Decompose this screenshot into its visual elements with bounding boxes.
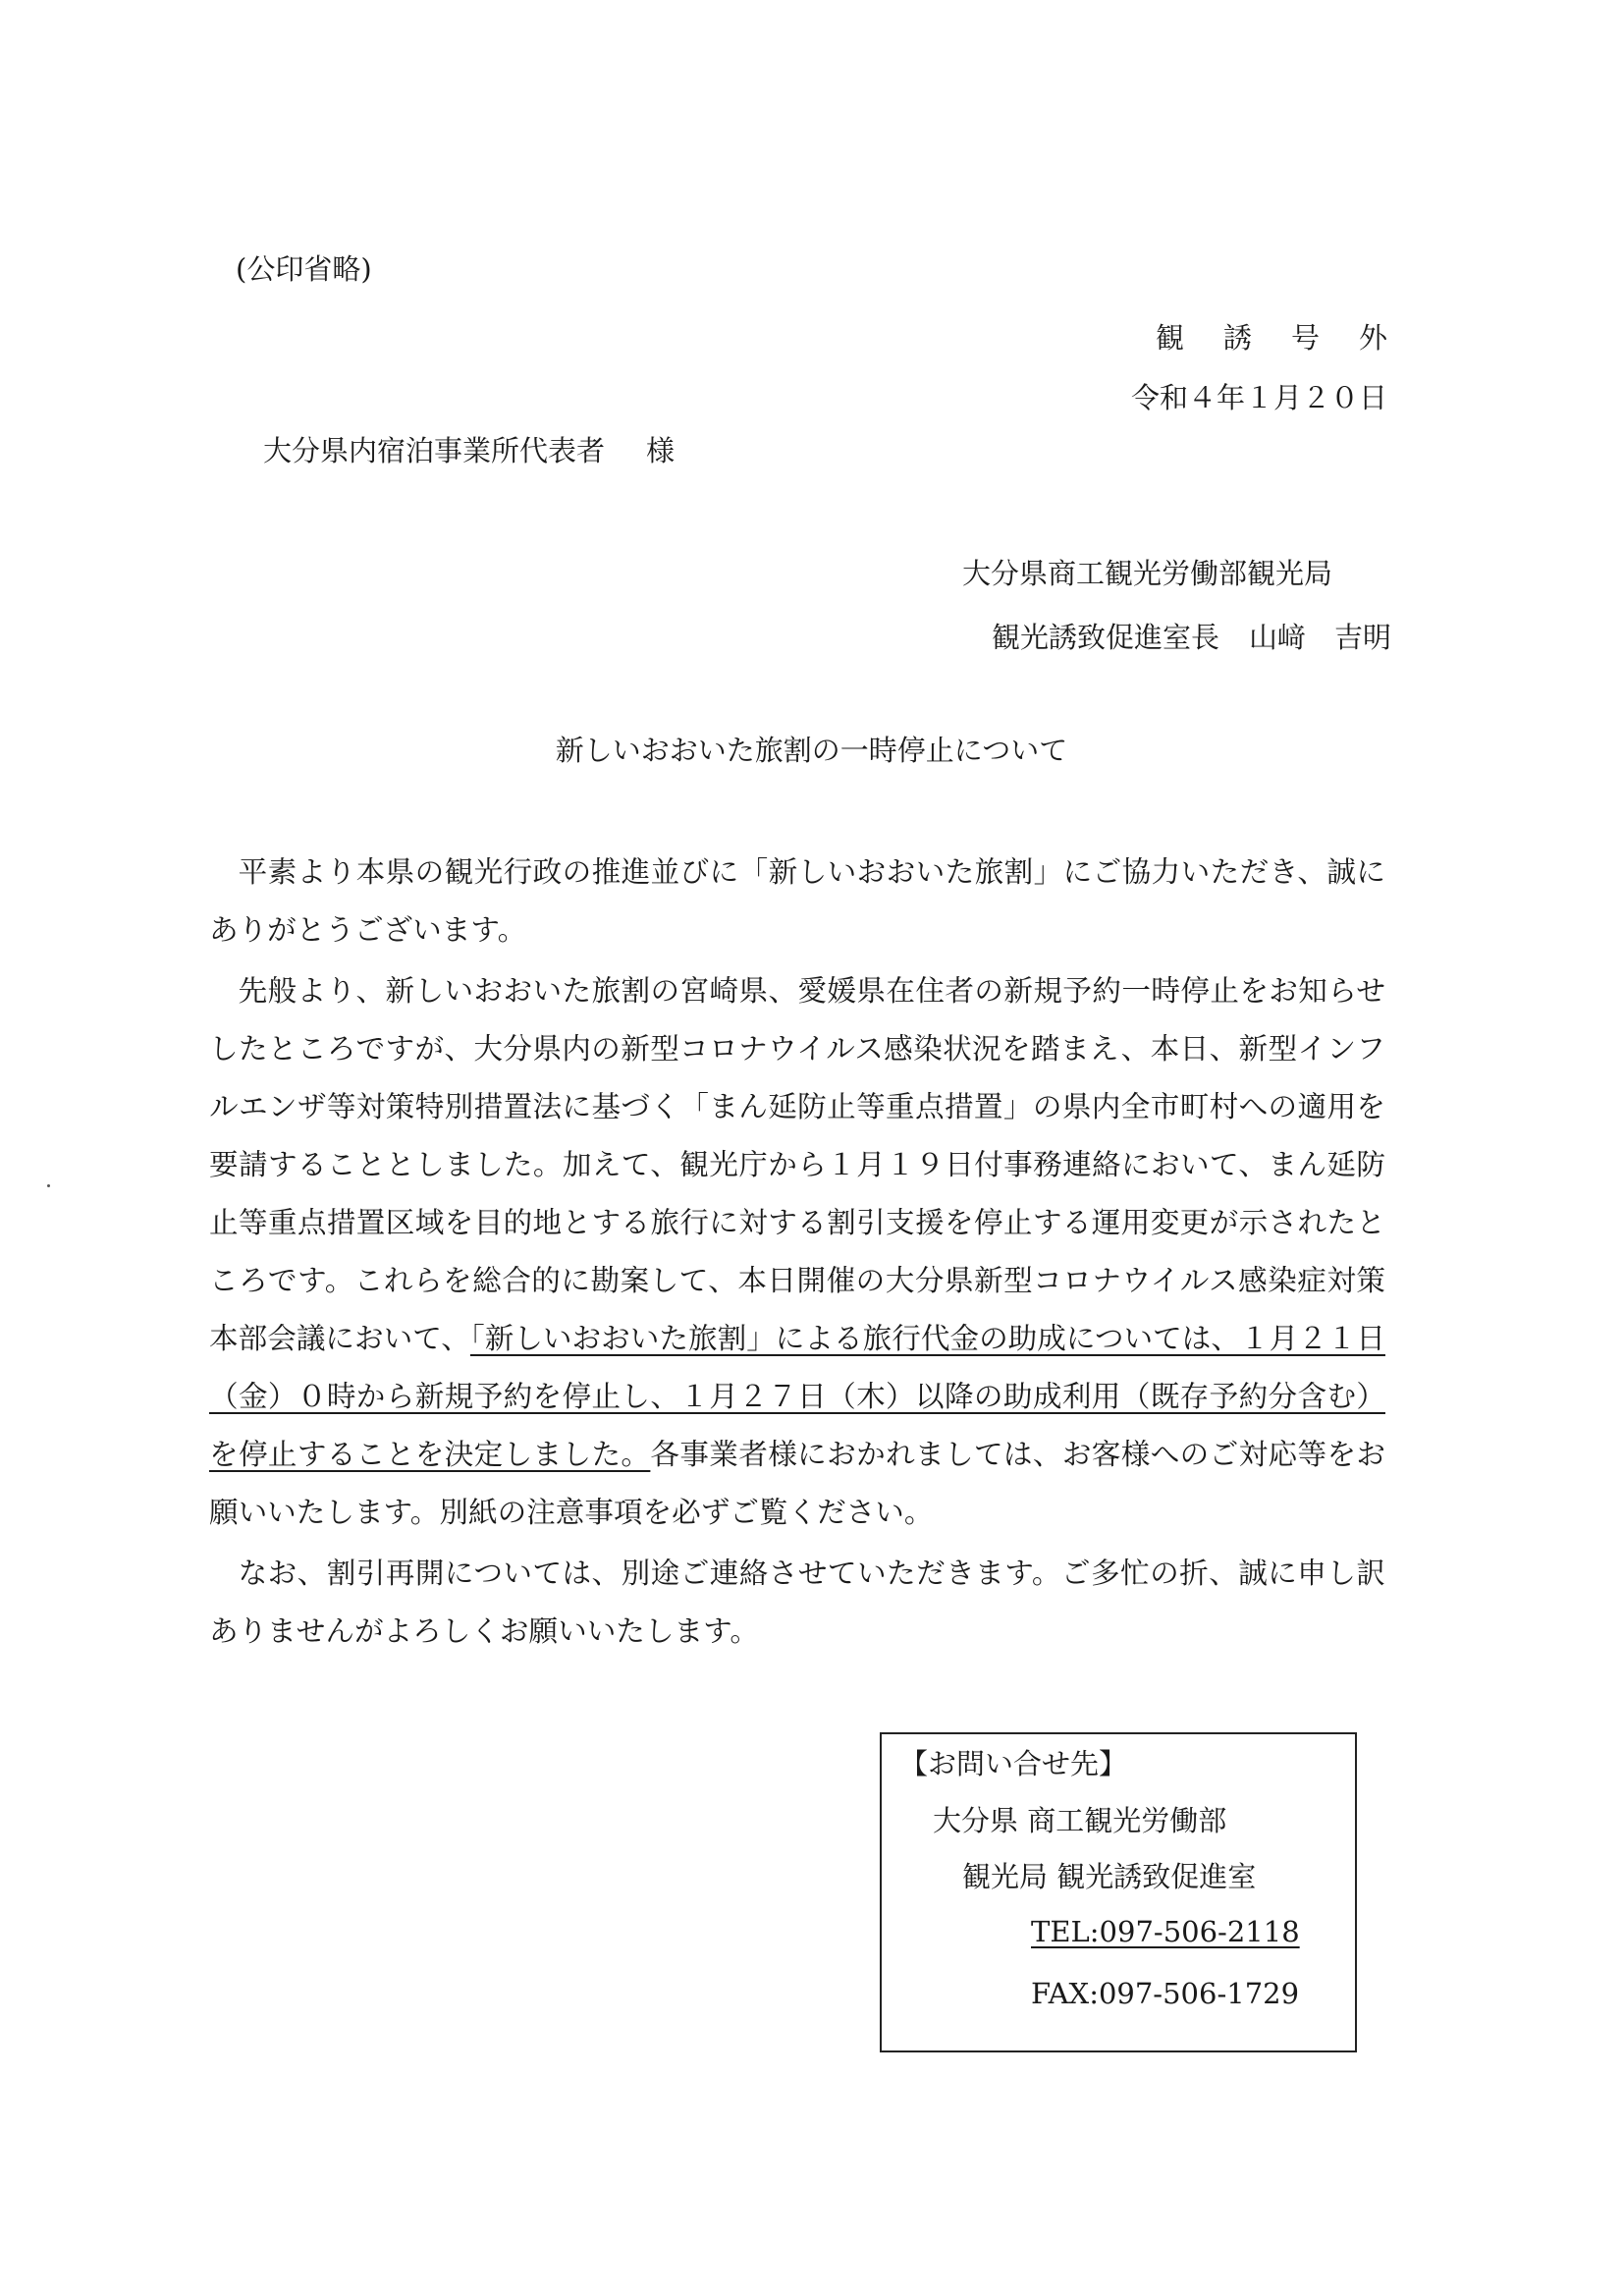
body-paragraph-2-decision: 「新しいおおいた旅割」による旅行代金の助成については、１月２１日（金）０時から新規予約を停止し、１月２７日（木）以降の助成利用（既存予約分含む）を停止することを決定しました。 bbox=[209, 1322, 1385, 1471]
contact-fax: FAX:097-506-1729 bbox=[1031, 1977, 1300, 2010]
sender-organization: 大分県商工観光労働部観光局 bbox=[962, 557, 1333, 590]
seal-omitted-note: (公印省略) bbox=[236, 252, 372, 286]
body-paragraph-2 bbox=[209, 962, 1385, 1542]
document-number: 観誘号外 bbox=[1155, 321, 1427, 355]
contact-tel: TEL:097-506-2118 bbox=[1031, 1915, 1300, 1948]
scan-speck bbox=[47, 1184, 50, 1187]
document-subject: 新しいおおいた旅割の一時停止について bbox=[555, 734, 1068, 767]
document-body bbox=[209, 844, 1385, 1664]
contact-office: 観光局 観光誘致促進室 bbox=[962, 1860, 1257, 1893]
contact-title: 【お問い合せ先】 bbox=[899, 1747, 1128, 1780]
sender-person: 山﨑 吉明 bbox=[1249, 621, 1392, 654]
addressee-name: 大分県内宿泊事業所代表者 bbox=[263, 434, 606, 467]
addressee bbox=[263, 429, 675, 469]
body-paragraph-3: なお、割引再開については、別途ご連絡させていただきます。ご多忙の折、誠に申し訳ありませんがよろしくお願いいたします。 bbox=[209, 1557, 1385, 1648]
sender bbox=[992, 616, 1391, 656]
document-date: 令和４年１月２０日 bbox=[1130, 381, 1387, 414]
body-paragraph-1: 平素より本県の観光行政の推進並びに「新しいおおいた旅割」にご協力いただき、誠にありがとうございます。 bbox=[209, 855, 1385, 947]
addressee-honorific: 様 bbox=[646, 434, 676, 467]
body-paragraph-2-intro: 先般より、新しいおおいた旅割の宮崎県、愛媛県在住者の新規予約一時停止をお知らせしたところですが、大分県内の新型コロナウイルス感染状況を踏まえ、本日、新型インフルエンザ等対策特別措置法に基づく「まん延防止等重点措置」の県内全市町村への適用を要請することとしました。加えて、観光庁から１月１９日付事務連絡において、まん延防止等重点措置区域を目的地とする旅行に対する割引支援を停止する運用変更が示されたところです。これらを総合的に勘案して、本日開催の大分県新型コロナウイルス感染症対策本部会議において、 bbox=[209, 974, 1385, 1355]
contact-department: 大分県 商工観光労働部 bbox=[933, 1804, 1227, 1837]
contact-box bbox=[880, 1732, 1357, 2052]
body-paragraph-2-request: 各事業者様におかれましては、お客様へのご対応等をお願いいたします。別紙の注意事項を必ずご覧ください。 bbox=[209, 1438, 1386, 1529]
sender-title: 観光誘致促進室長 bbox=[992, 621, 1220, 654]
